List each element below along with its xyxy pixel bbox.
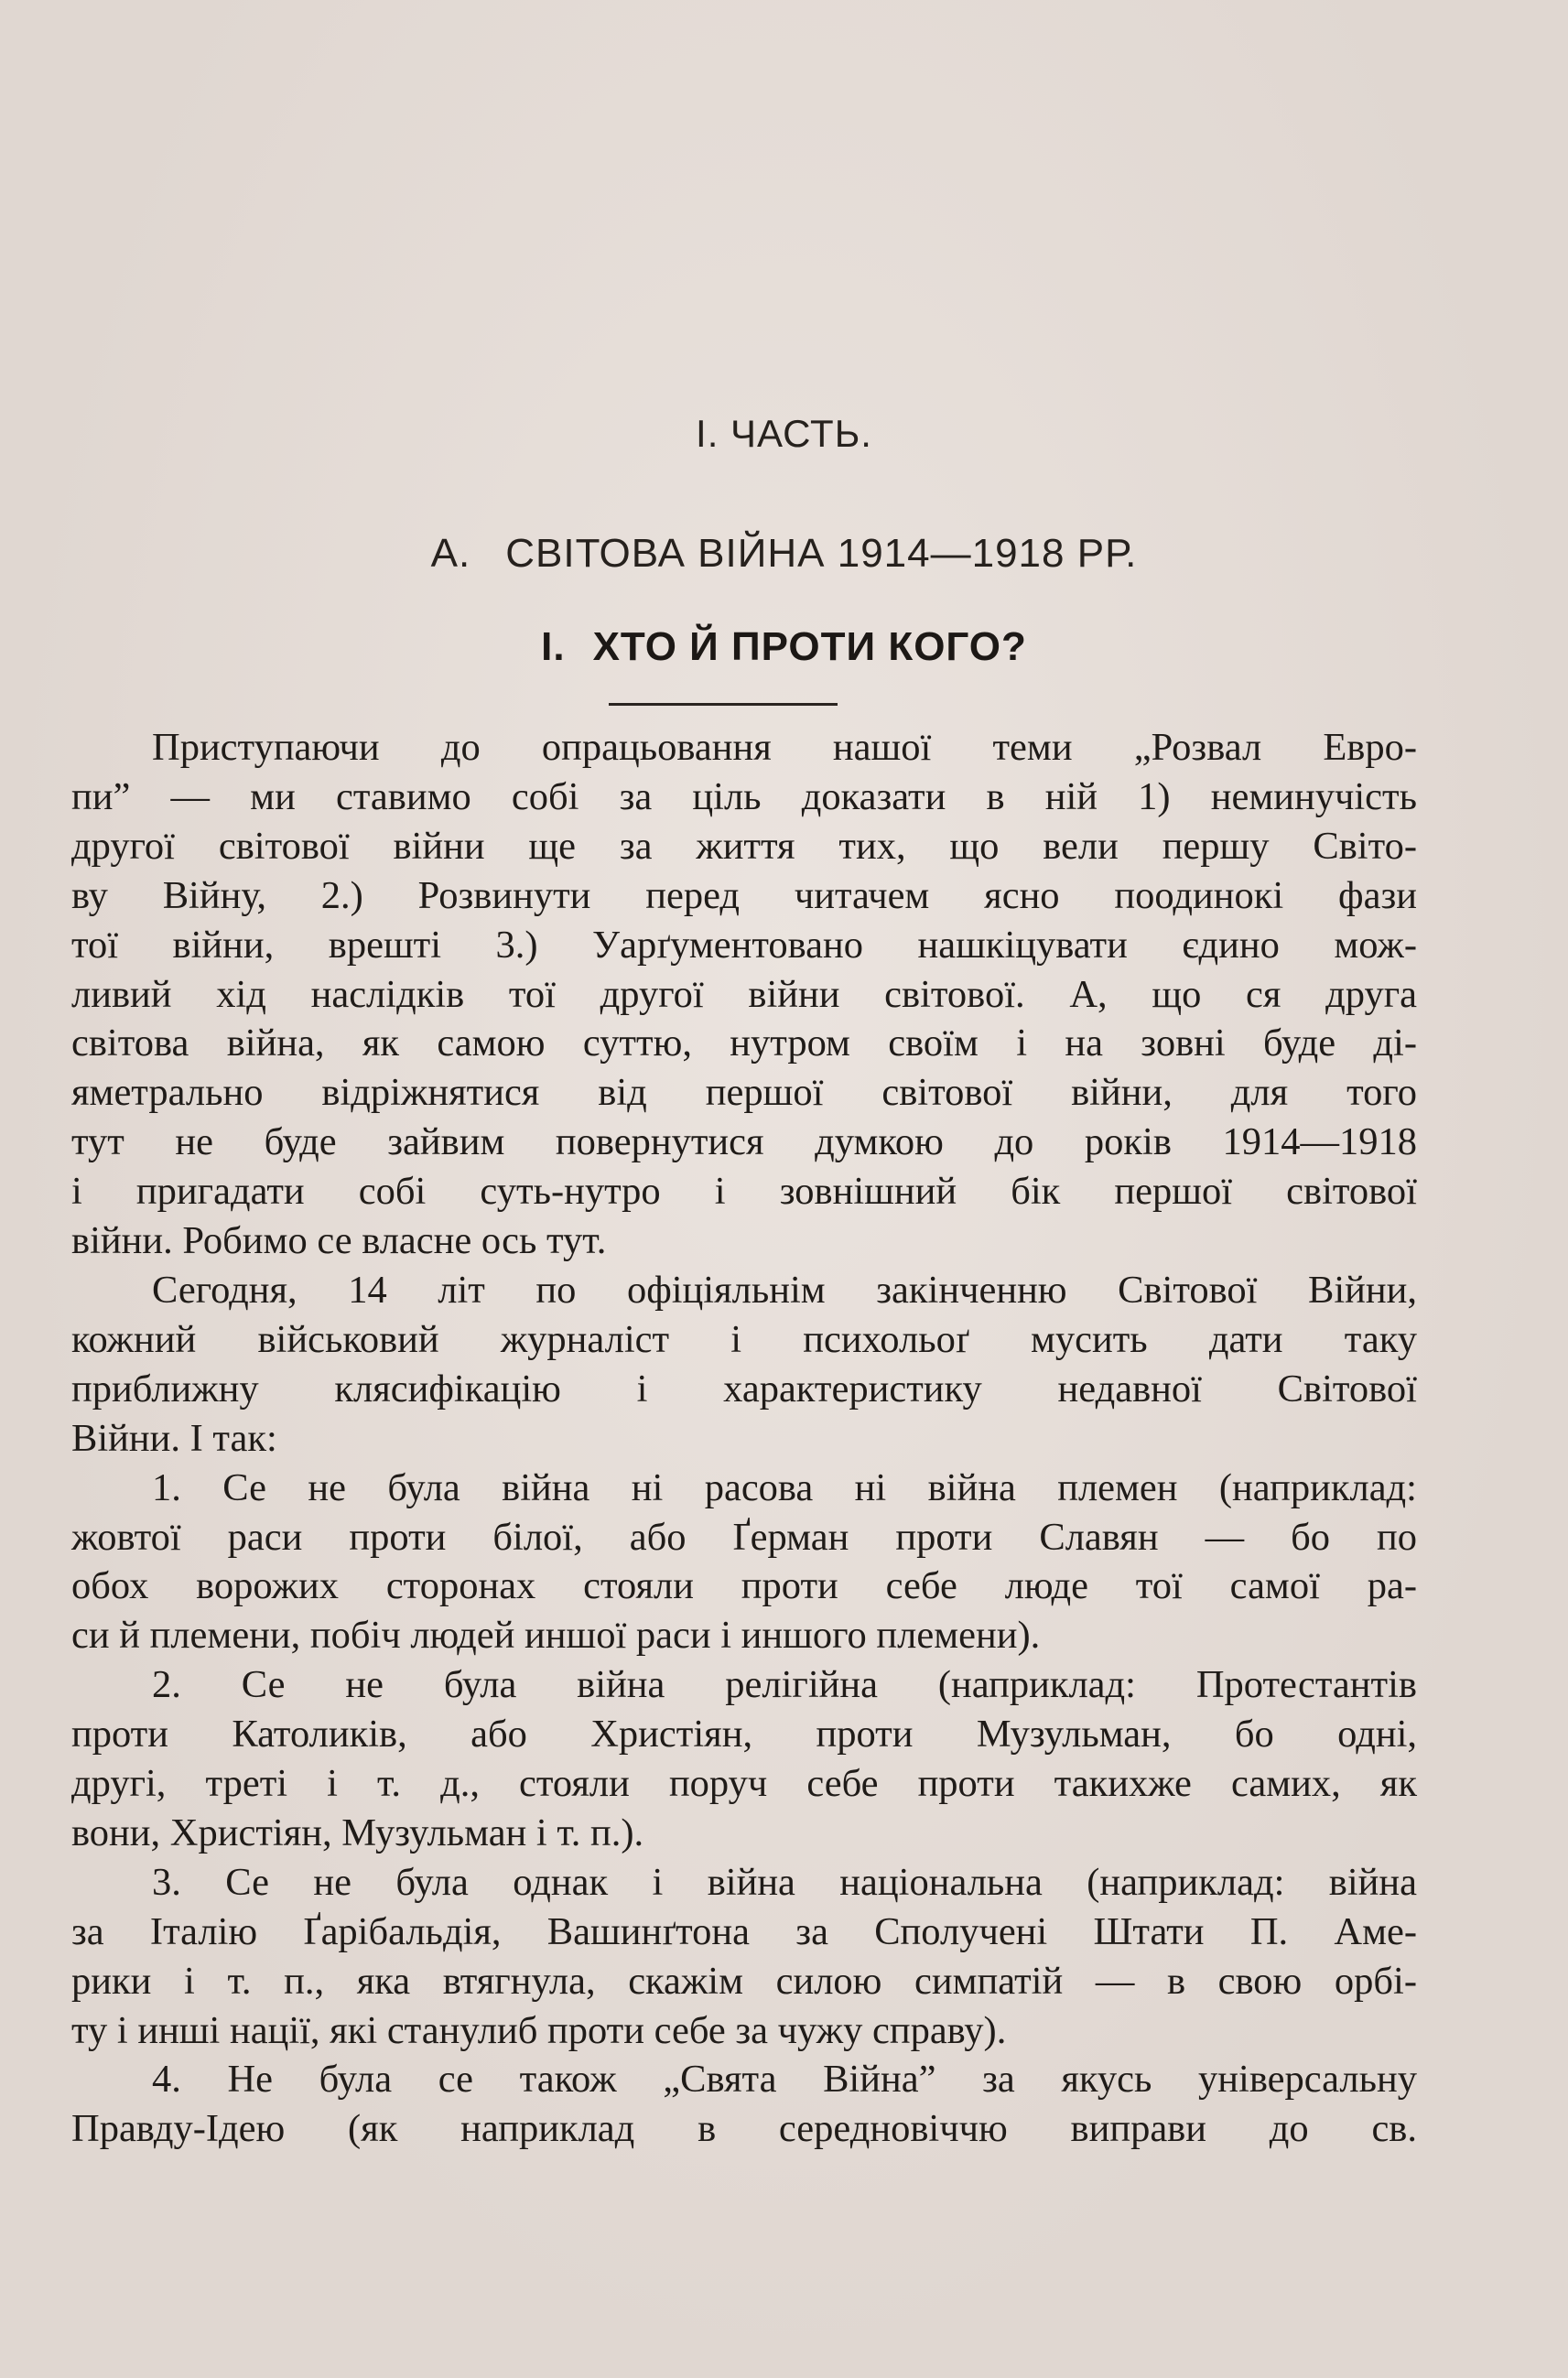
text-line: пи” — ми ставимо собі за ціль доказати в ній 1) неминучість <box>71 774 1417 818</box>
text-line: проти Католиків, або Христіян, проти Музульман, бо одні, <box>71 1713 1417 1756</box>
part-heading: I. ЧАСТЬ. <box>696 412 872 455</box>
text-line: війни. Робимо се власне ось тут. <box>71 1219 607 1263</box>
text-line: і пригадати собі суть-нутро і зовнішний бік першої світової <box>71 1170 1417 1214</box>
text-line: 2. Се не була війна релігійна (наприклад: Протестантів <box>152 1663 1417 1707</box>
text-line: кожний військовий журналіст і психольоґ мусить дати таку <box>71 1317 1417 1361</box>
text-line: Війни. І так: <box>71 1416 277 1460</box>
chapter-heading <box>0 624 1568 670</box>
text-line: другі, треті і т. д., стояли поруч себе проти такихже самих, як <box>71 1762 1417 1806</box>
text-line: вони, Христіян, Музульман і т. п.). <box>71 1811 644 1854</box>
title-underline-rule <box>609 703 838 706</box>
text-line: яметрально відріжнятися від першої світової війни, для того <box>71 1071 1417 1115</box>
text-line: за Італію Ґарібальдія, Вашинґтона за Сполучені Штати П. Аме- <box>71 1909 1417 1953</box>
text-line: ву Війну, 2.) Розвинути перед читачем ясно поодинокі фази <box>71 873 1417 917</box>
text-line: рики і т. п., яка втягнула, скажім силою симпатій — в свою орбі- <box>71 1959 1417 2003</box>
text-line: приближну клясифікацію і характеристику недавної Світової <box>71 1367 1417 1411</box>
chapter-title-text: ХТО Й ПРОТИ КОГО? <box>592 624 1027 669</box>
section-title-text: СВІТОВА ВІЙНА 1914—1918 РР. <box>505 531 1138 576</box>
text-line: другої світової війни ще за життя тих, що вели першу Світо- <box>71 824 1417 868</box>
text-line: 3. Се не була однак і війна національна (наприклад: війна <box>152 1860 1417 1904</box>
text-line: Сегодня, 14 літ по офіціяльнім закінченню Світової Війни, <box>152 1268 1417 1312</box>
text-line: си й племени, побіч людей иншої раси і иншого племени). <box>71 1614 1041 1658</box>
text-line: ливий хід наслідків тої другої війни світової. А, що ся друга <box>71 972 1417 1016</box>
text-line: тої війни, врешті 3.) Уарґументовано нашкіцувати єдино мож- <box>71 923 1417 967</box>
section-heading <box>0 531 1568 577</box>
section-letter: А. <box>430 531 471 576</box>
body-text <box>71 723 1417 2154</box>
text-line: тут не буде зайвим повернутися думкою до років 1914—1918 <box>71 1120 1417 1164</box>
text-line: Приступаючи до опрацьовання нашої теми „Розвал Евро- <box>152 726 1417 769</box>
text-line: жовтої раси проти білої, або Ґерман проти Славян — бо по <box>71 1515 1417 1559</box>
text-line: обох ворожих сторонах стояли проти себе люде тої самої ра- <box>71 1564 1417 1608</box>
text-line: 1. Се не була війна ні расова ні війна племен (наприклад: <box>152 1465 1417 1509</box>
text-line: 4. Не була се також „Свята Війна” за якусь універсальну <box>152 2058 1417 2102</box>
text-line: Правду-Ідею (як наприклад в середновіччю виправи до св. <box>71 2107 1417 2151</box>
text-line: світова війна, як самою суттю, нутром своїм і на зовні буде ді- <box>71 1021 1417 1065</box>
text-line: ту і инші нації, які станулиб проти себе за чужу справу). <box>71 2008 1007 2052</box>
chapter-number: I. <box>541 624 566 669</box>
